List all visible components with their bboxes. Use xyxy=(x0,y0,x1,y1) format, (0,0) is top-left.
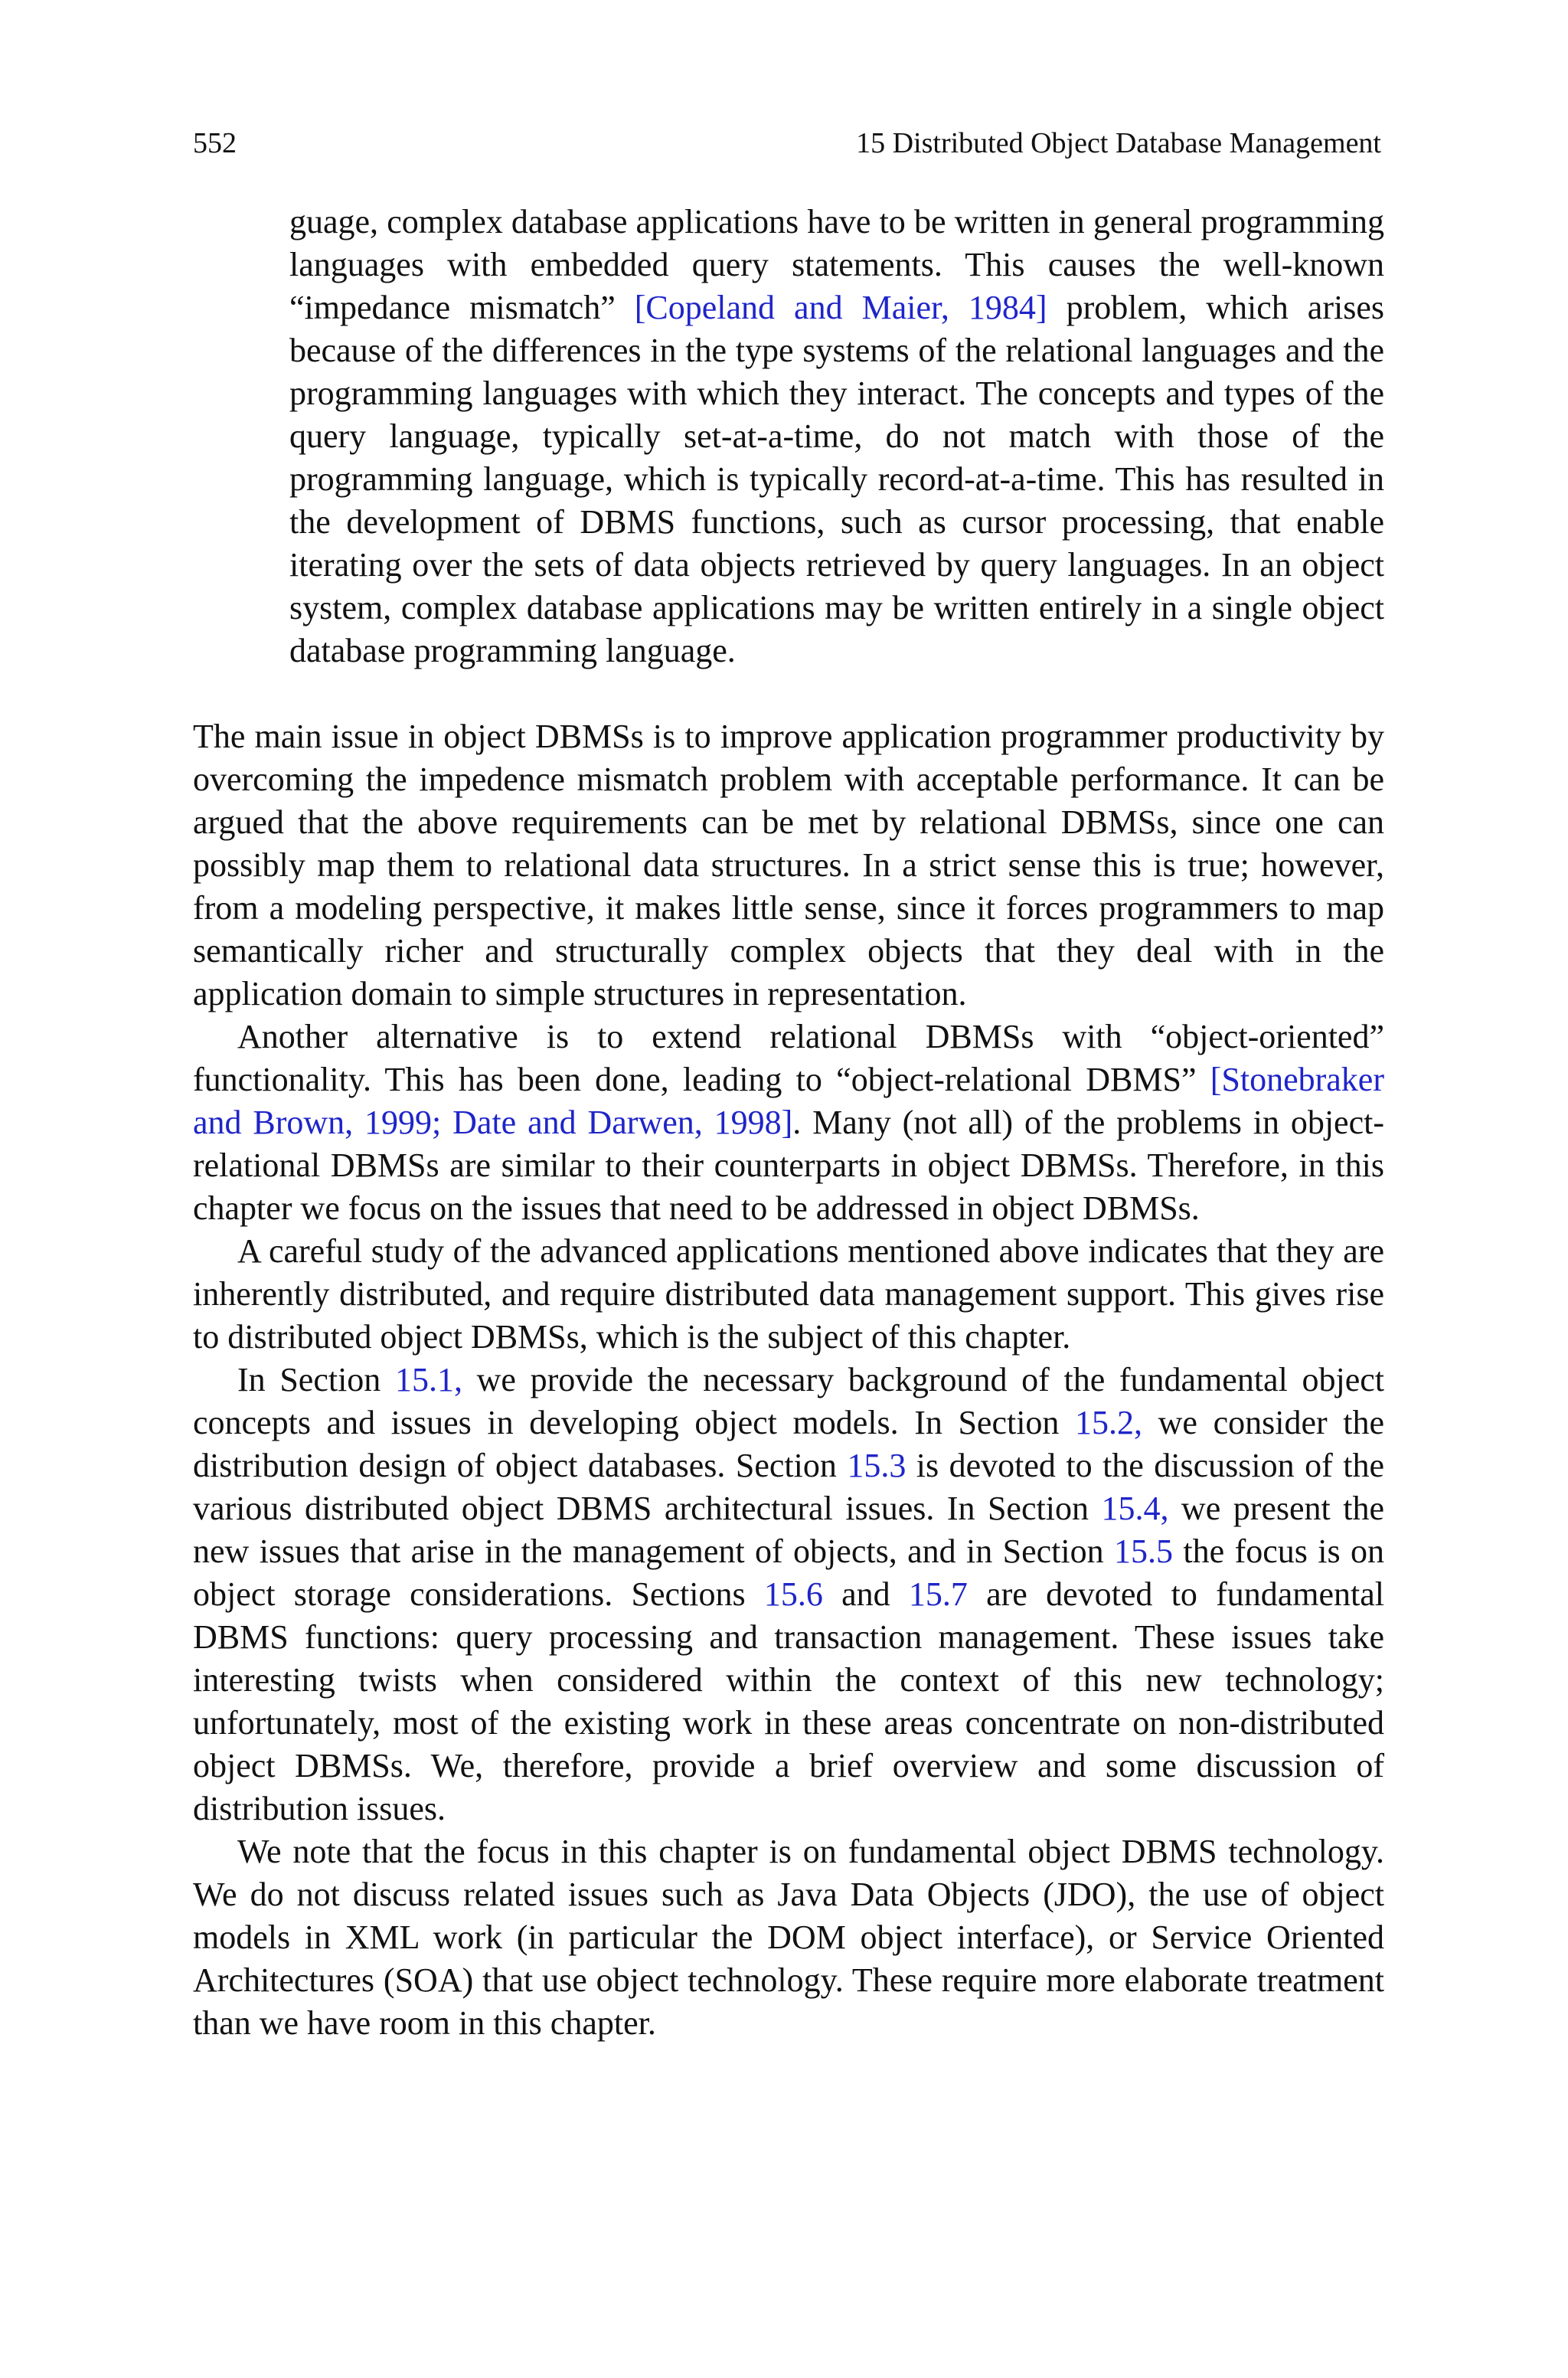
section-15-6-link[interactable]: 15.6 xyxy=(763,1575,823,1613)
para4-text-5: we present the new issues that arise in the management of objects, and in Section xyxy=(193,1490,1385,1570)
running-head xyxy=(193,124,1381,162)
para4-text-7: and xyxy=(822,1575,909,1613)
citation-stonebraker-date-link[interactable]: [Stonebraker and Brown, 1999; Date and Darwen, 1998] xyxy=(193,1061,1384,1141)
para4-text-2: we provide the necessary background of the fundamental object concepts and issues in developing object models. In Section xyxy=(193,1361,1384,1441)
citation-copeland-maier-link[interactable]: [Copeland and Maier, 1984] xyxy=(634,289,1047,326)
para2-text-1: Another alternative is to extend relational DBMSs with “object-oriented” functionality. This has been done, leading to “object-relational DBMS” xyxy=(193,1018,1384,1098)
chapter-title: 15 Distributed Object Database Management xyxy=(856,127,1381,159)
para2-text-2: . Many (not all) of the problems in object-relational DBMSs are similar to their counterparts in object DBMSs. Therefore, in this chapter we focus on the issues that need to be addressed in object DBMSs. xyxy=(193,1104,1384,1227)
paragraph-main-issue: The main issue in object DBMSs is to improve application programmer productivity by overcoming the impedence mismatch problem with acceptable performance. It can be argued that the above requirements can be met by relational DBMSs, since one can possibly map them to relational data structures. In a strict sense this is true; however, from a modeling perspective, it makes little sense, since it forces programmers to map semantically richer and structurally complex objects that they deal with in the application domain to simple structures in representation. xyxy=(193,718,1384,1012)
paragraph-sections-overview xyxy=(193,1359,1384,1830)
paragraph-careful-study: A careful study of the advanced applications mentioned above indicates that they are inherently distributed, and require distributed data management support. This gives rise to distributed object DBMSs, which is the subject of this chapter. xyxy=(193,1232,1384,1356)
section-15-3-link[interactable]: 15.3 xyxy=(847,1447,906,1484)
para4-text-1: In Section xyxy=(237,1361,395,1398)
paragraph-focus-note: We note that the focus in this chapter is on fundamental object DBMS technology. We do not discuss related issues such as Java Data Objects (JDO), the use of object models in XML work (in particular the DOM object interface), or Service Oriented Architectures (SOA) that use object technology. These require more elaborate treatment than we have room in this chapter. xyxy=(193,1833,1384,2042)
para4-text-6: the focus is on object storage considerations. Sections xyxy=(193,1532,1385,1613)
quoted-passage xyxy=(289,201,1384,672)
section-15-5-link[interactable]: 15.5 xyxy=(1114,1532,1174,1570)
paragraph-alternative xyxy=(193,1016,1384,1230)
section-15-7-link[interactable]: 15.7 xyxy=(908,1575,968,1613)
body-text xyxy=(193,201,1384,2045)
section-15-4-link[interactable]: 15.4, xyxy=(1101,1490,1169,1527)
para4-text-4: is devoted to the discussion of the various distributed object DBMS architectural issues. In Section xyxy=(193,1447,1384,1527)
quote-text-2: problem, which arises because of the differences in the type systems of the relational languages and the programming languages with which they interact. The concepts and types of the query language, typically set-at-a-time, do not match with those of the programming language, which is typically record-at-a-time. This has resulted in the development of DBMS functions, such as cursor processing, that enable iterating over the sets of data objects retrieved by query languages. In an object system, complex database applications may be written entirely in a single object database programming language. xyxy=(289,289,1384,669)
quote-text-1: guage, complex database applications have to be written in general programming languages with embedded query statements. This causes the well-known “impedance mismatch” xyxy=(289,203,1384,326)
para4-text-8: are devoted to fundamental DBMS functions: query processing and transaction management. These issues take interesting twists when considered within the context of this new technology; unfortunately, most of the existing work in these areas concentrate on non-distributed object DBMSs. We, therefore, provide a brief overview and some discussion of distribution issues. xyxy=(193,1575,1384,1827)
section-15-1-link[interactable]: 15.1, xyxy=(394,1361,462,1398)
para4-text-3: we consider the distribution design of object databases. Section xyxy=(193,1404,1384,1484)
section-15-2-link[interactable]: 15.2, xyxy=(1075,1404,1143,1441)
page-number: 552 xyxy=(193,127,237,159)
